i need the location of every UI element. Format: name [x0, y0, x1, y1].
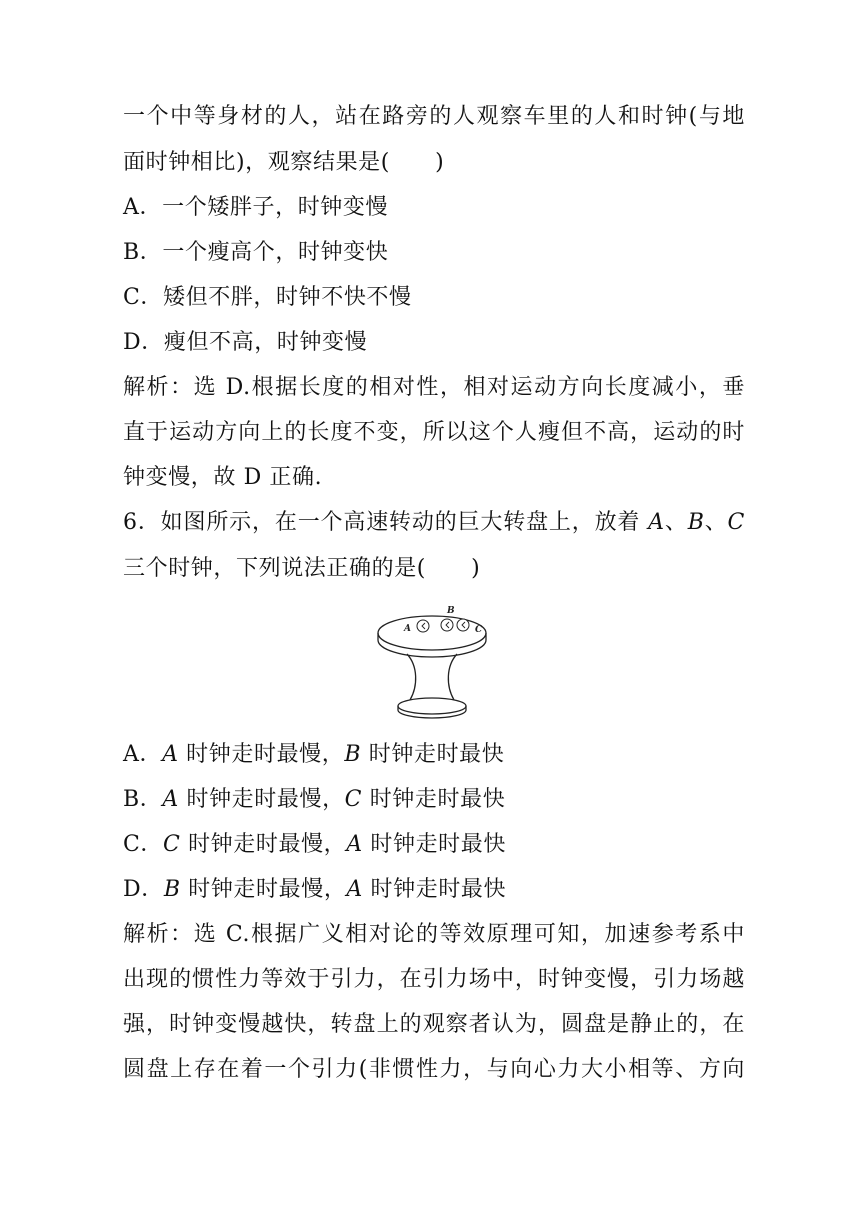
- option-text: 时钟走时最慢，: [180, 877, 347, 902]
- analysis-line-3: 钟变慢，故 D 正确.: [123, 465, 323, 490]
- option-key: B．: [123, 787, 163, 812]
- option-key: C．: [123, 832, 164, 857]
- question-6-line-2: 三个时钟，下列说法正确的是( ): [123, 556, 481, 581]
- question-6-text: 6．如图所示，在一个高速转动的巨大转盘上，放着: [123, 510, 649, 535]
- turntable-figure: [368, 600, 496, 728]
- q6-option-d: [123, 875, 745, 905]
- clock-b-icon: [441, 619, 453, 631]
- question-stem-line-2: 面时钟相比)，观察结果是( ): [123, 150, 445, 175]
- q6-option-a: [123, 740, 745, 770]
- clock-b-label: B: [687, 510, 705, 535]
- figure-label-a: A: [404, 624, 411, 634]
- option-d: D．瘦但不高，时钟变慢: [123, 330, 368, 355]
- option-var: C: [163, 832, 181, 857]
- option-var: A: [346, 877, 363, 902]
- option-text: 时钟走时最快: [361, 742, 505, 767]
- option-text: 时钟走时最慢，: [178, 742, 345, 767]
- q6-analysis-line-3: 强，时钟变慢越快，转盘上的观察者认为，圆盘是静止的，在: [123, 1012, 745, 1037]
- question-6-line-1: [123, 508, 745, 538]
- figure-label-b: B: [447, 606, 455, 616]
- clock-c-icon: [457, 619, 469, 631]
- option-var: A: [162, 787, 179, 812]
- option-b: B．一个瘦高个，时钟变快: [123, 240, 389, 265]
- clock-a-icon: [417, 620, 429, 632]
- option-text: 时钟走时最快: [362, 787, 506, 812]
- separator: 、: [704, 510, 728, 535]
- question-stem-line-1: 一个中等身材的人，站在路旁的人观察车里的人和时钟(与地: [123, 104, 745, 129]
- option-text: 时钟走时最慢，: [180, 832, 347, 857]
- option-var: A: [346, 832, 363, 857]
- option-text: 时钟走时最慢，: [178, 787, 345, 812]
- q6-analysis-line-2: 出现的惯性力等效于引力，在引力场中，时钟变慢，引力场越: [123, 967, 745, 992]
- option-var: A: [162, 742, 179, 767]
- q6-option-b: [123, 785, 745, 815]
- q6-analysis-line-4: 圆盘上存在着一个引力(非惯性力，与向心力大小相等、方向: [123, 1057, 745, 1082]
- option-text: 时钟走时最快: [362, 832, 506, 857]
- option-var: C: [344, 787, 363, 812]
- option-text: 时钟走时最快: [362, 877, 507, 902]
- option-var: B: [344, 742, 362, 767]
- q6-option-c: [123, 830, 745, 860]
- option-key: D．: [123, 877, 164, 902]
- figure-label-c: C: [475, 625, 483, 635]
- option-key: A．: [123, 742, 163, 767]
- option-var: B: [163, 877, 181, 902]
- option-c: C．矮但不胖，时钟不快不慢: [123, 285, 412, 310]
- analysis-line-1: 解析：选 D.根据长度的相对性，相对运动方向长度减小，垂: [123, 375, 745, 400]
- q6-analysis-line-1: 解析：选 C.根据广义相对论的等效原理可知，加速参考系中: [123, 922, 745, 947]
- clock-a-label: A: [648, 510, 665, 535]
- option-a: A．一个矮胖子，时钟变慢: [123, 195, 389, 220]
- analysis-line-2: 直于运动方向上的长度不变，所以这个人瘦但不高，运动的时: [123, 420, 745, 445]
- separator: 、: [664, 510, 688, 535]
- clock-c-label: C: [727, 510, 745, 535]
